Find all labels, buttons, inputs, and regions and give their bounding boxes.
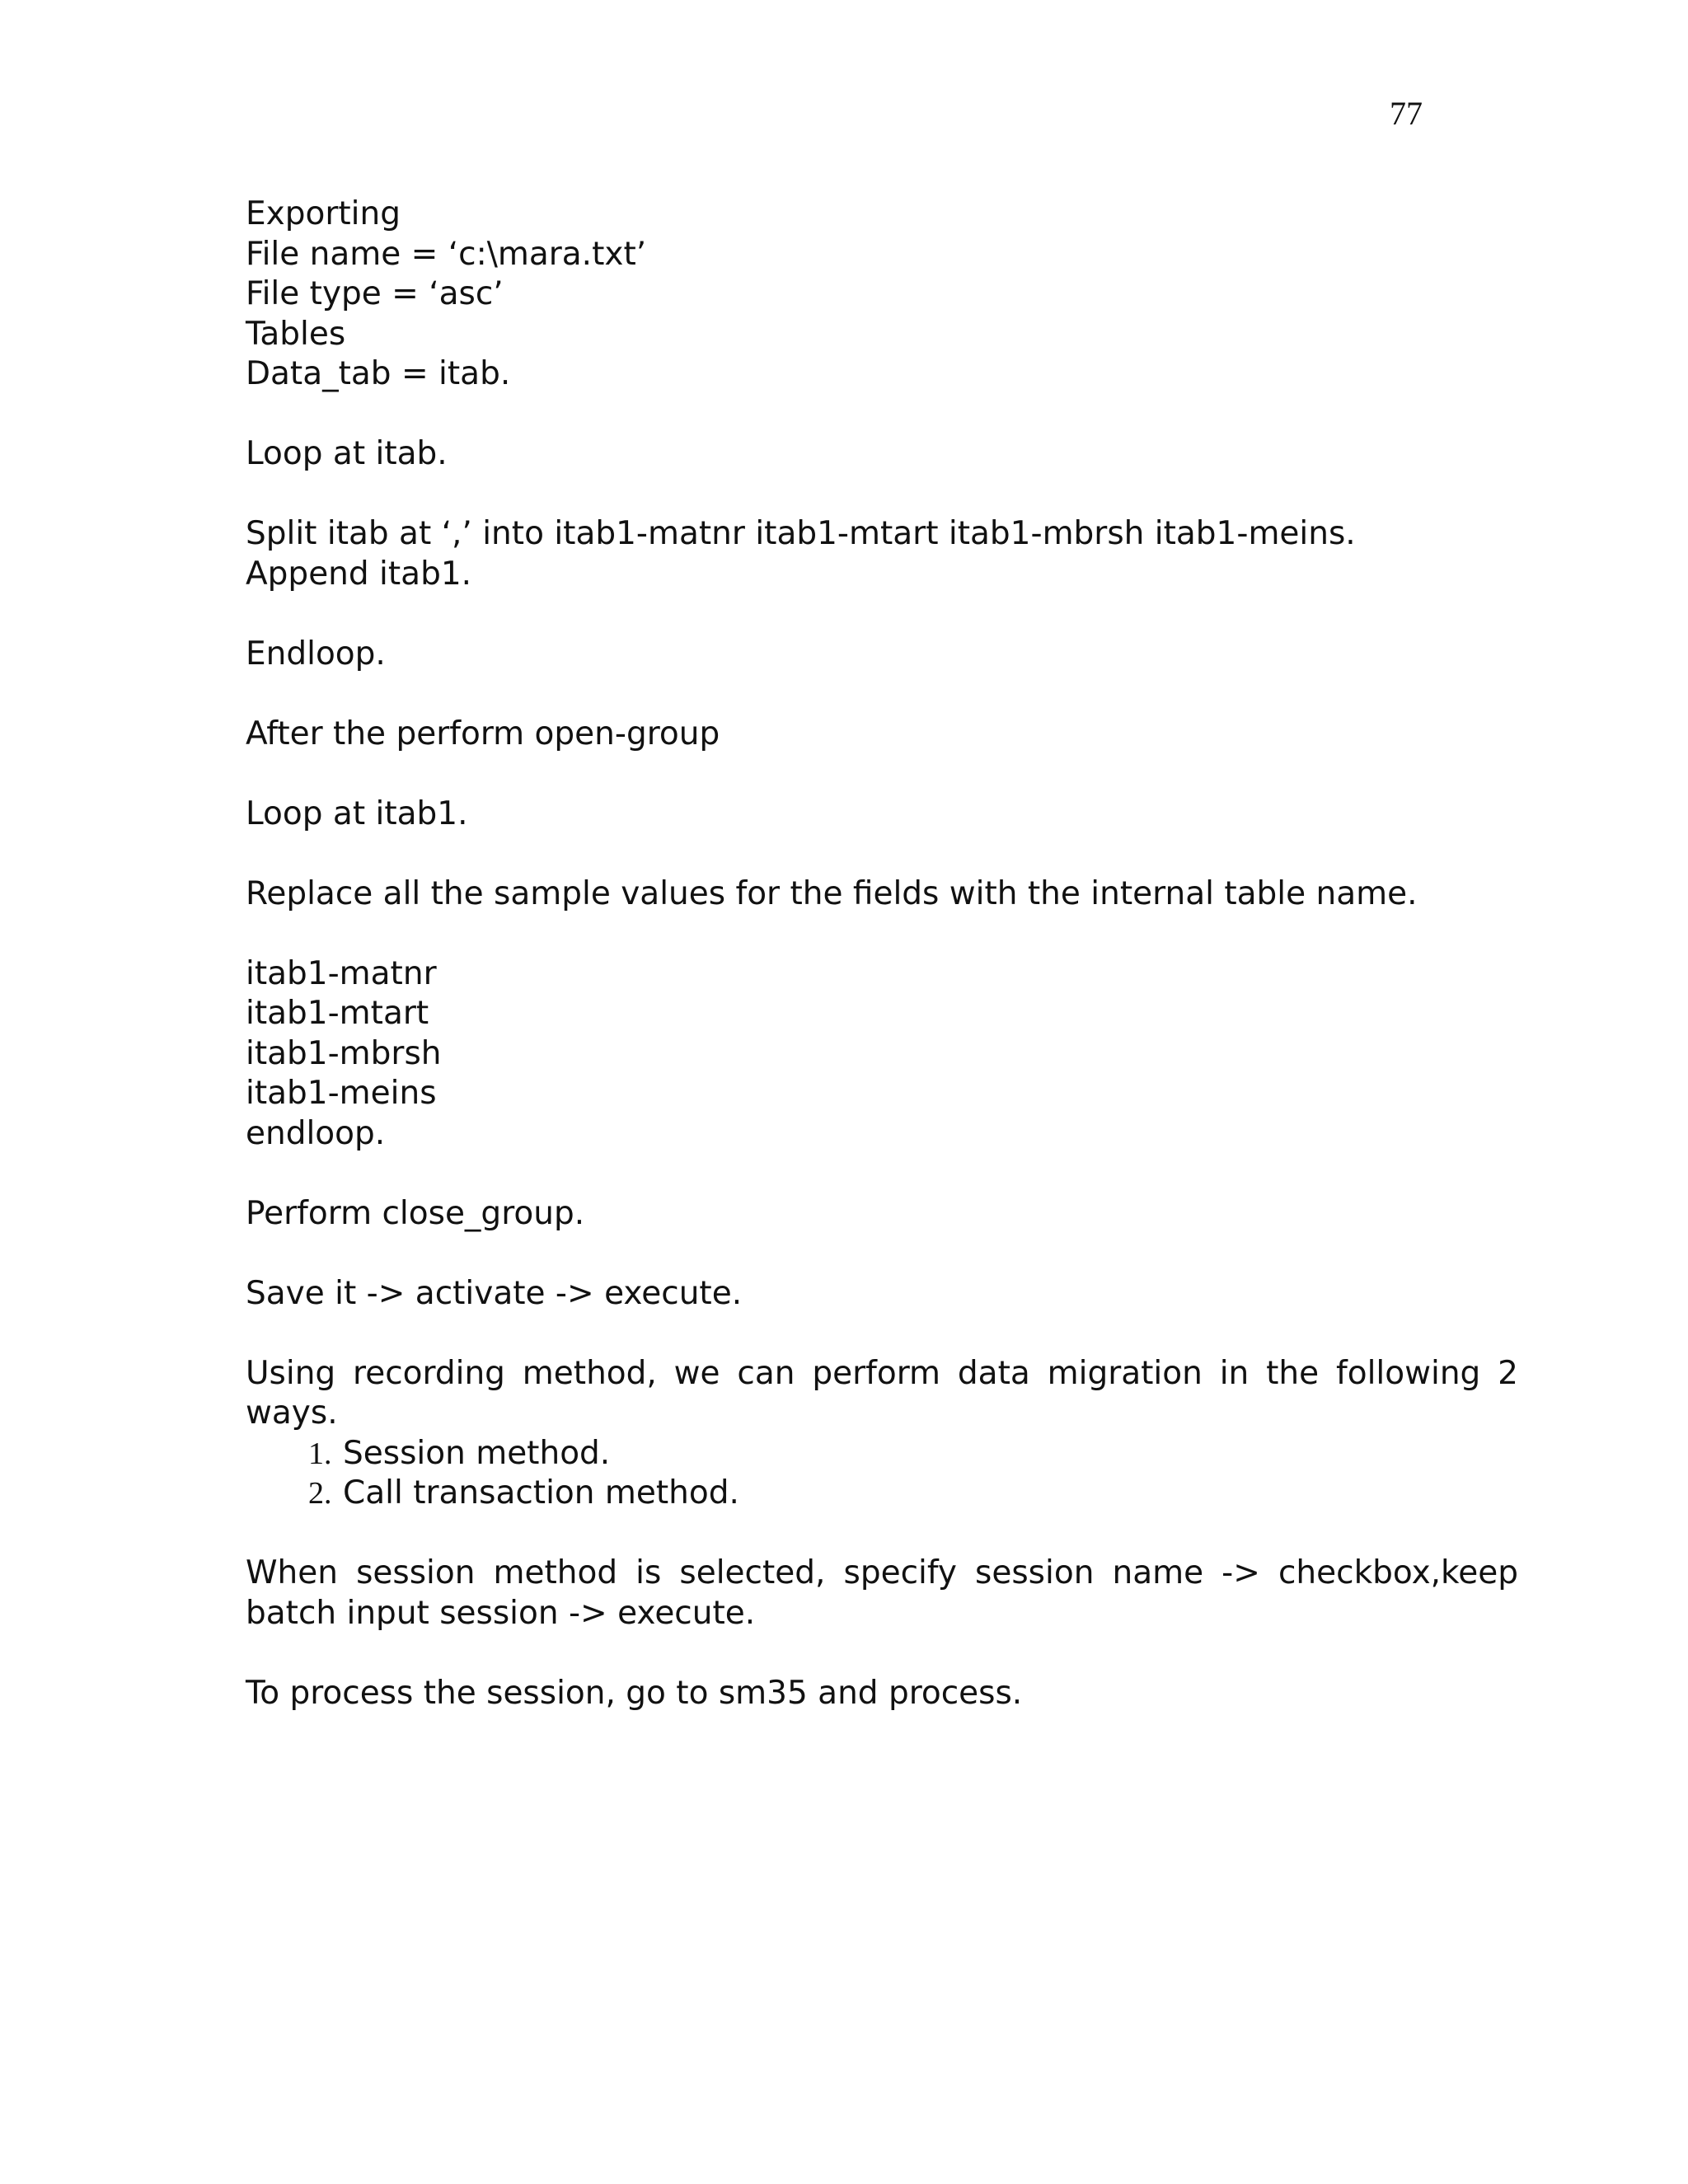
text-line: File type = ‘asc’ (246, 275, 504, 312)
field-line: itab1-meins (246, 1075, 437, 1112)
page-number: 77 (1390, 95, 1423, 132)
text-line: Loop at itab1. (246, 794, 468, 832)
list-item-text: Session method. (343, 1434, 611, 1472)
blank-line (246, 395, 1518, 435)
text-line: Save it -> activate -> execute. (246, 1274, 743, 1312)
list-item (246, 1434, 1518, 1474)
blank-line (246, 1633, 1518, 1674)
text-line: After the perform open-group (246, 715, 720, 752)
page-body (246, 194, 1518, 1713)
text-line: Tables (246, 315, 346, 353)
blank-line (246, 1514, 1518, 1554)
blank-line (246, 754, 1518, 794)
field-line: itab1-mtart (246, 995, 429, 1032)
text-line: Loop at itab. (246, 435, 448, 472)
text-line: File name = ‘c:\mara.txt’ (246, 235, 647, 273)
field-line: endloop. (246, 1114, 386, 1152)
blank-line (246, 475, 1518, 515)
blank-line (246, 674, 1518, 715)
blank-line (246, 914, 1518, 954)
paragraph: When session method is selected, specify session name -> checkbox,keep batch input session -> execute. (246, 1554, 1518, 1632)
blank-line (246, 1154, 1518, 1194)
list-number: 2. (308, 1476, 332, 1511)
paragraph: Using recording method, we can perform data migration in the following 2 ways. (246, 1354, 1518, 1432)
text-line: Exporting (246, 195, 401, 232)
text-line: To process the session, go to sm35 and process. (246, 1674, 1023, 1712)
list-number: 1. (308, 1436, 332, 1471)
list-item (246, 1474, 1518, 1514)
text-line: Perform close_group. (246, 1194, 585, 1232)
blank-line (246, 1314, 1518, 1354)
text-line: Endloop. (246, 635, 386, 673)
text-line: Append itab1. (246, 555, 472, 593)
field-line: itab1-matnr (246, 954, 437, 992)
list-item-text: Call transaction method. (343, 1474, 739, 1511)
blank-line (246, 834, 1518, 874)
blank-line (246, 1234, 1518, 1274)
text-line: Split itab at ‘,’ into itab1-matnr itab1-mtart itab1-mbrsh itab1-meins. (246, 515, 1356, 552)
field-line: itab1-mbrsh (246, 1034, 442, 1072)
text-line: Data_tab = itab. (246, 355, 511, 392)
blank-line (246, 594, 1518, 635)
numbered-list (246, 1434, 1518, 1514)
text-line: Replace all the sample values for the fields with the internal table name. (246, 874, 1418, 912)
